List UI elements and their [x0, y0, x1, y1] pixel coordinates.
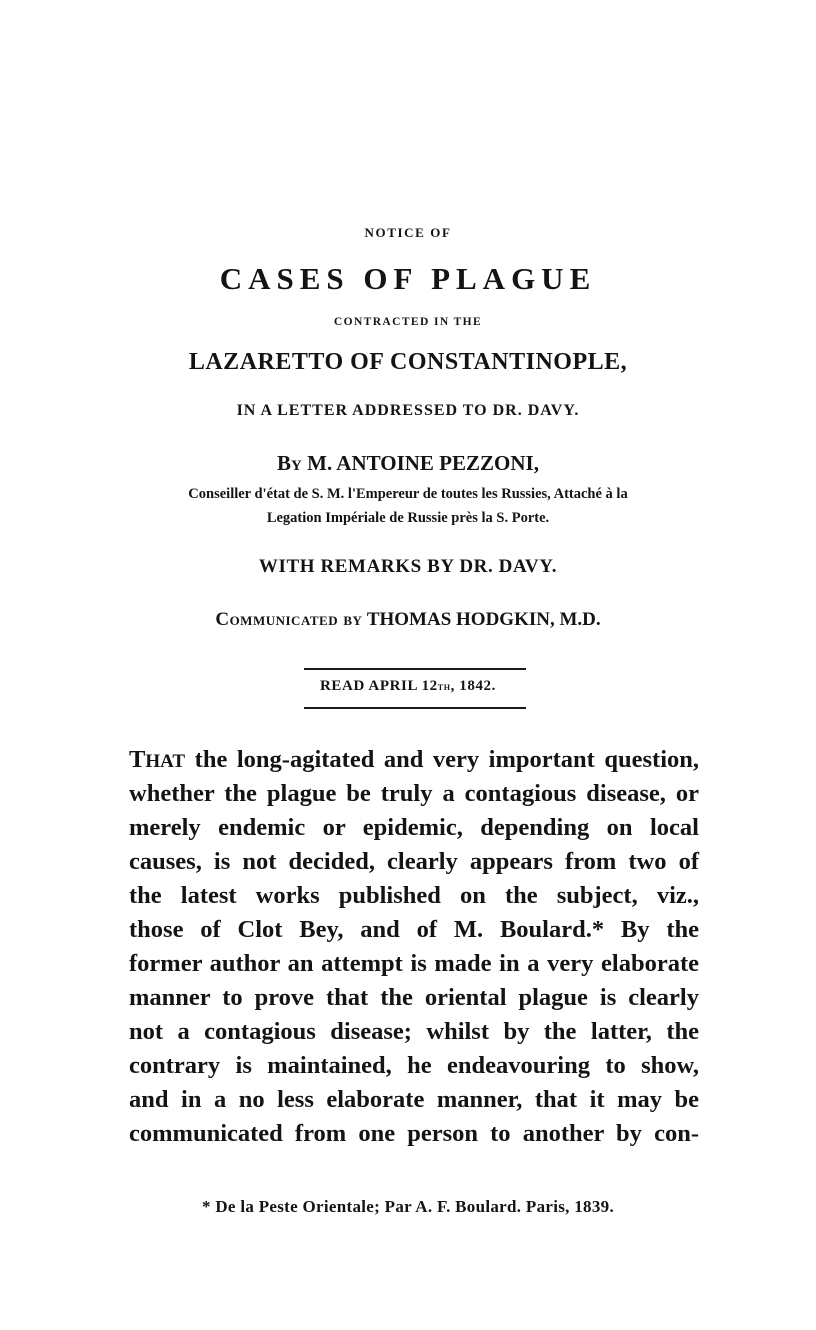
footnote: * De la Peste Orientale; Par A. F. Boulard. Paris, 1839. — [202, 1197, 614, 1216]
place-title: LAZARETTO OF CONSTANTINOPLE, — [188, 349, 628, 375]
body-line-3: merely endemic or epidemic, depending on local — [129, 814, 699, 841]
author-line — [0, 451, 816, 476]
read-prefix: READ APRIL 12 — [319, 678, 438, 694]
contracted-in-heading: CONTRACTED IN THE — [333, 316, 483, 328]
body-line-4: causes, is not decided, clearly appears from two of — [129, 848, 699, 875]
main-title: CASES OF PLAGUE — [219, 261, 597, 296]
body-line-1 — [129, 743, 699, 777]
communicator-name: THOMAS HODGKIN, M.D. — [366, 609, 601, 630]
read-suffix: th — [437, 681, 451, 693]
remarks-line: WITH REMARKS BY DR. DAVY. — [258, 556, 558, 577]
drop-word-cap: T — [129, 746, 146, 773]
drop-word — [129, 746, 185, 773]
author-title-line-2: Legation Impériale de Russie près la S. Porte. — [266, 510, 550, 526]
top-divider-rule — [304, 668, 526, 670]
body-line-11: and in a no less elaborate manner, that it may be — [129, 1086, 699, 1113]
notice-of-heading: NOTICE OF — [364, 225, 452, 240]
body-line-6: those of Clot Bey, and of M. Boulard.* By the — [129, 916, 699, 943]
body-line-10: contrary is maintained, he endeavouring to show, — [129, 1052, 699, 1079]
communicated-line — [0, 609, 816, 631]
body-line-12: communicated from one person to another by con- — [129, 1120, 699, 1147]
read-date-line — [0, 678, 816, 695]
body-line-9: not a contagious disease; whilst by the latter, the — [129, 1018, 699, 1045]
body-line-7: former author an attempt is made in a very elaborate — [129, 950, 699, 977]
author-name: M. ANTOINE PEZZONI, — [307, 451, 539, 475]
communicated-prefix: Communicated by — [215, 609, 363, 630]
body-line-2: whether the plague be truly a contagious disease, or — [129, 780, 699, 807]
drop-word-rest: HAT — [145, 751, 186, 772]
letter-subtitle: IN A LETTER ADDRESSED TO DR. DAVY. — [236, 402, 580, 419]
body-line-1-rest: the long-agitated and very important question, — [194, 746, 699, 773]
by-prefix: By — [277, 451, 302, 475]
author-title-line-1: Conseiller d'état de S. M. l'Empereur de toutes les Russies, Attaché à la — [188, 486, 628, 502]
bottom-divider-rule — [304, 707, 526, 709]
body-line-5: the latest works published on the subject, viz., — [129, 882, 699, 909]
body-line-8: manner to prove that the oriental plague is clearly — [129, 984, 699, 1011]
read-year: , 1842. — [450, 678, 497, 694]
